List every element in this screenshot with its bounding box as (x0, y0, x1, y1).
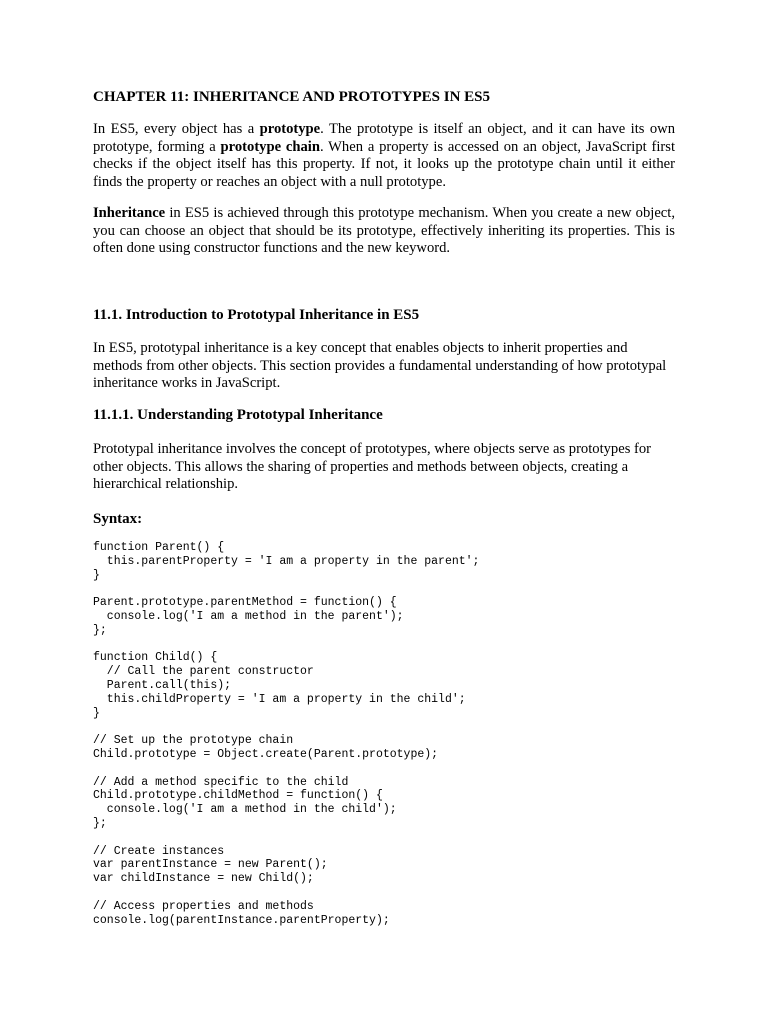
code-line: var childInstance = new Child(); (93, 872, 314, 886)
code-line: console.log(parentInstance.parentProperty); (93, 913, 390, 927)
section-paragraph: In ES5, prototypal inheritance is a key concept that enables objects to inherit properties and methods from other objects. This section provides a fundamental understanding of how prototypal inheritance works in JavaScript. (93, 340, 667, 391)
chapter-title: CHAPTER 11: INHERITANCE AND PROTOTYPES IN ES5 (93, 89, 491, 105)
code-line: } (93, 568, 100, 582)
code-line: }; (93, 816, 107, 830)
code-line: console.log('I am a method in the parent'); (93, 609, 404, 623)
term-prototype-chain: prototype chain (220, 138, 320, 155)
intro1-text-1: In ES5, every object has a (93, 121, 260, 137)
section-heading: 11.1. Introduction to Prototypal Inheritance in ES5 (93, 307, 420, 323)
code-line: // Create instances (93, 844, 225, 858)
code-line: function Parent() { (93, 541, 225, 554)
code-line: console.log('I am a method in the child'); (93, 803, 397, 817)
code-line: // Set up the prototype chain (93, 734, 294, 748)
intro-paragraph-prototype (93, 121, 675, 191)
code-line: var parentInstance = new Parent(); (93, 858, 328, 872)
code-line: } (93, 706, 100, 720)
code-line: Child.prototype.childMethod = function() { (93, 789, 383, 803)
intro-paragraph-inheritance (93, 205, 675, 258)
term-prototype: prototype (259, 121, 321, 137)
subsection-paragraph: Prototypal inheritance involves the concept of prototypes, where objects serve as prototypes for other objects. This allows the sharing of properties and methods between objects, creating a hierarchical relationship. (93, 441, 652, 492)
code-line: Parent.prototype.parentMethod = function() { (93, 596, 397, 610)
code-line: Child.prototype = Object.create(Parent.prototype); (93, 747, 439, 761)
term-inheritance: Inheritance (93, 205, 166, 221)
code-line: this.childProperty = 'I am a property in the child'; (93, 692, 466, 706)
code-block (93, 541, 675, 927)
code-line: // Call the parent constructor (93, 665, 314, 679)
code-line: Parent.call(this); (93, 678, 232, 692)
subsection-heading: 11.1.1. Understanding Prototypal Inheritance (93, 407, 383, 423)
code-line: }; (93, 623, 107, 637)
code-line: this.parentProperty = 'I am a property in the parent'; (93, 554, 480, 568)
code-line: // Access properties and methods (93, 899, 314, 913)
syntax-label: Syntax: (93, 511, 143, 527)
code-line: // Add a method specific to the child (93, 775, 349, 789)
intro1-text-2: . The prototype is itself an object, and it can have its own prototype, forming a (93, 121, 675, 155)
intro1-text-3: . When a property is accessed on an object, JavaScript first checks if the object itself has this property. If not, it looks up the prototype chain until it either finds the property or reaches an object with a null prototype. (93, 138, 675, 190)
code-line: function Child() { (93, 651, 218, 665)
intro2-text-1: in ES5 is achieved through this prototype mechanism. When you create a new object, you can choose an object that should be its prototype, effectively inheriting its properties. This is often done using constructor functions and the new keyword. (93, 205, 675, 256)
